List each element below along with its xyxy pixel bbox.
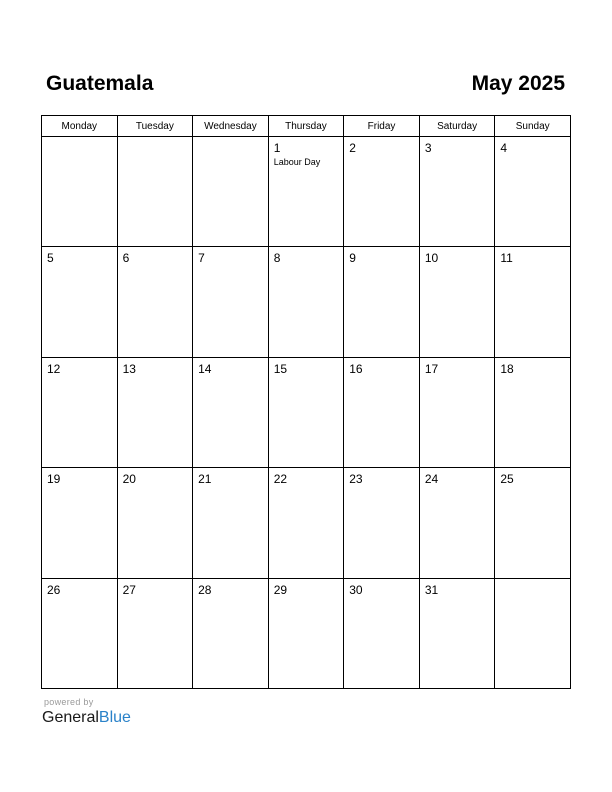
powered-by-text: powered by	[44, 697, 94, 707]
day-cell	[495, 357, 571, 467]
weekday-header: Wednesday	[193, 116, 269, 137]
day-number: 3	[424, 141, 432, 155]
day-number	[193, 137, 268, 141]
weekday-header: Friday	[344, 116, 420, 137]
day-number: 11	[500, 251, 513, 266]
day-number: 18	[500, 361, 514, 376]
week-row	[42, 578, 571, 688]
day-cell	[193, 357, 269, 467]
day-cell	[419, 468, 495, 578]
day-cell	[344, 137, 420, 247]
day-cell	[268, 468, 344, 578]
day-cell	[42, 468, 118, 578]
day-cell	[117, 468, 193, 578]
day-number: 28	[198, 582, 212, 597]
day-cell	[344, 357, 420, 467]
day-cell	[42, 247, 118, 357]
day-cell	[42, 578, 118, 688]
weekday-header: Thursday	[268, 116, 344, 137]
day-number: 22	[273, 472, 288, 487]
weekday-header: Sunday	[495, 116, 571, 137]
day-cell	[193, 578, 269, 688]
day-number: 7	[198, 251, 205, 266]
day-cell	[193, 247, 269, 357]
day-number: 5	[47, 251, 54, 266]
day-number: 15	[273, 361, 288, 376]
day-cell	[419, 578, 495, 688]
day-number: 10	[424, 251, 439, 266]
day-cell	[193, 468, 269, 578]
week-row	[42, 357, 571, 467]
day-number: 2	[349, 141, 356, 155]
day-cell	[495, 468, 571, 578]
day-number: 25	[500, 472, 514, 487]
day-cell	[419, 137, 495, 247]
day-cell	[419, 357, 495, 467]
day-number: 26	[47, 582, 61, 597]
day-number: 29	[273, 582, 288, 597]
day-number: 21	[198, 472, 212, 487]
day-number: 19	[47, 472, 61, 487]
day-cell	[268, 137, 344, 247]
day-number: 1	[273, 141, 281, 155]
day-number: 8	[273, 251, 281, 266]
weekday-header: Tuesday	[117, 116, 193, 137]
day-number: 31	[424, 582, 439, 597]
day-cell	[117, 247, 193, 357]
brand-blue-text: Blue	[98, 709, 131, 726]
day-number: 6	[122, 251, 130, 266]
day-number: 24	[424, 472, 439, 487]
day-cell	[193, 137, 269, 247]
day-cell	[42, 137, 118, 247]
month-year-title: May 2025	[471, 72, 565, 95]
brand-logo	[42, 708, 131, 728]
weekday-header-row	[42, 116, 571, 137]
weekday-header: Monday	[42, 116, 118, 137]
day-cell	[495, 137, 571, 247]
day-cell	[117, 137, 193, 247]
day-number: 4	[500, 141, 508, 155]
day-cell	[117, 578, 193, 688]
brand-general-text: General	[42, 709, 99, 726]
holiday-label: Labour Day	[273, 157, 321, 167]
day-number	[118, 137, 193, 141]
week-row	[42, 247, 571, 357]
day-number: 20	[122, 472, 136, 487]
day-number: 17	[424, 361, 439, 376]
day-cell	[344, 468, 420, 578]
day-cell	[42, 357, 118, 467]
day-number: 16	[349, 361, 363, 376]
day-number	[495, 579, 570, 583]
day-cell	[268, 357, 344, 467]
day-number: 9	[349, 251, 356, 266]
day-number: 23	[349, 472, 363, 487]
day-number: 30	[349, 582, 363, 597]
day-cell	[117, 357, 193, 467]
day-cell	[419, 247, 495, 357]
week-row	[42, 468, 571, 578]
day-number: 12	[47, 361, 61, 376]
day-cell	[495, 578, 571, 688]
weekday-header: Saturday	[419, 116, 495, 137]
day-cell	[344, 247, 420, 357]
day-number: 14	[198, 361, 212, 376]
day-cell	[268, 247, 344, 357]
day-cell	[495, 247, 571, 357]
day-number: 13	[122, 361, 136, 376]
day-cell	[344, 578, 420, 688]
calendar-grid	[41, 115, 571, 689]
day-number	[42, 137, 117, 141]
footer-branding	[42, 697, 131, 728]
country-title: Guatemala	[46, 72, 154, 95]
day-cell	[268, 578, 344, 688]
week-row	[42, 137, 571, 247]
day-number: 27	[122, 582, 136, 597]
